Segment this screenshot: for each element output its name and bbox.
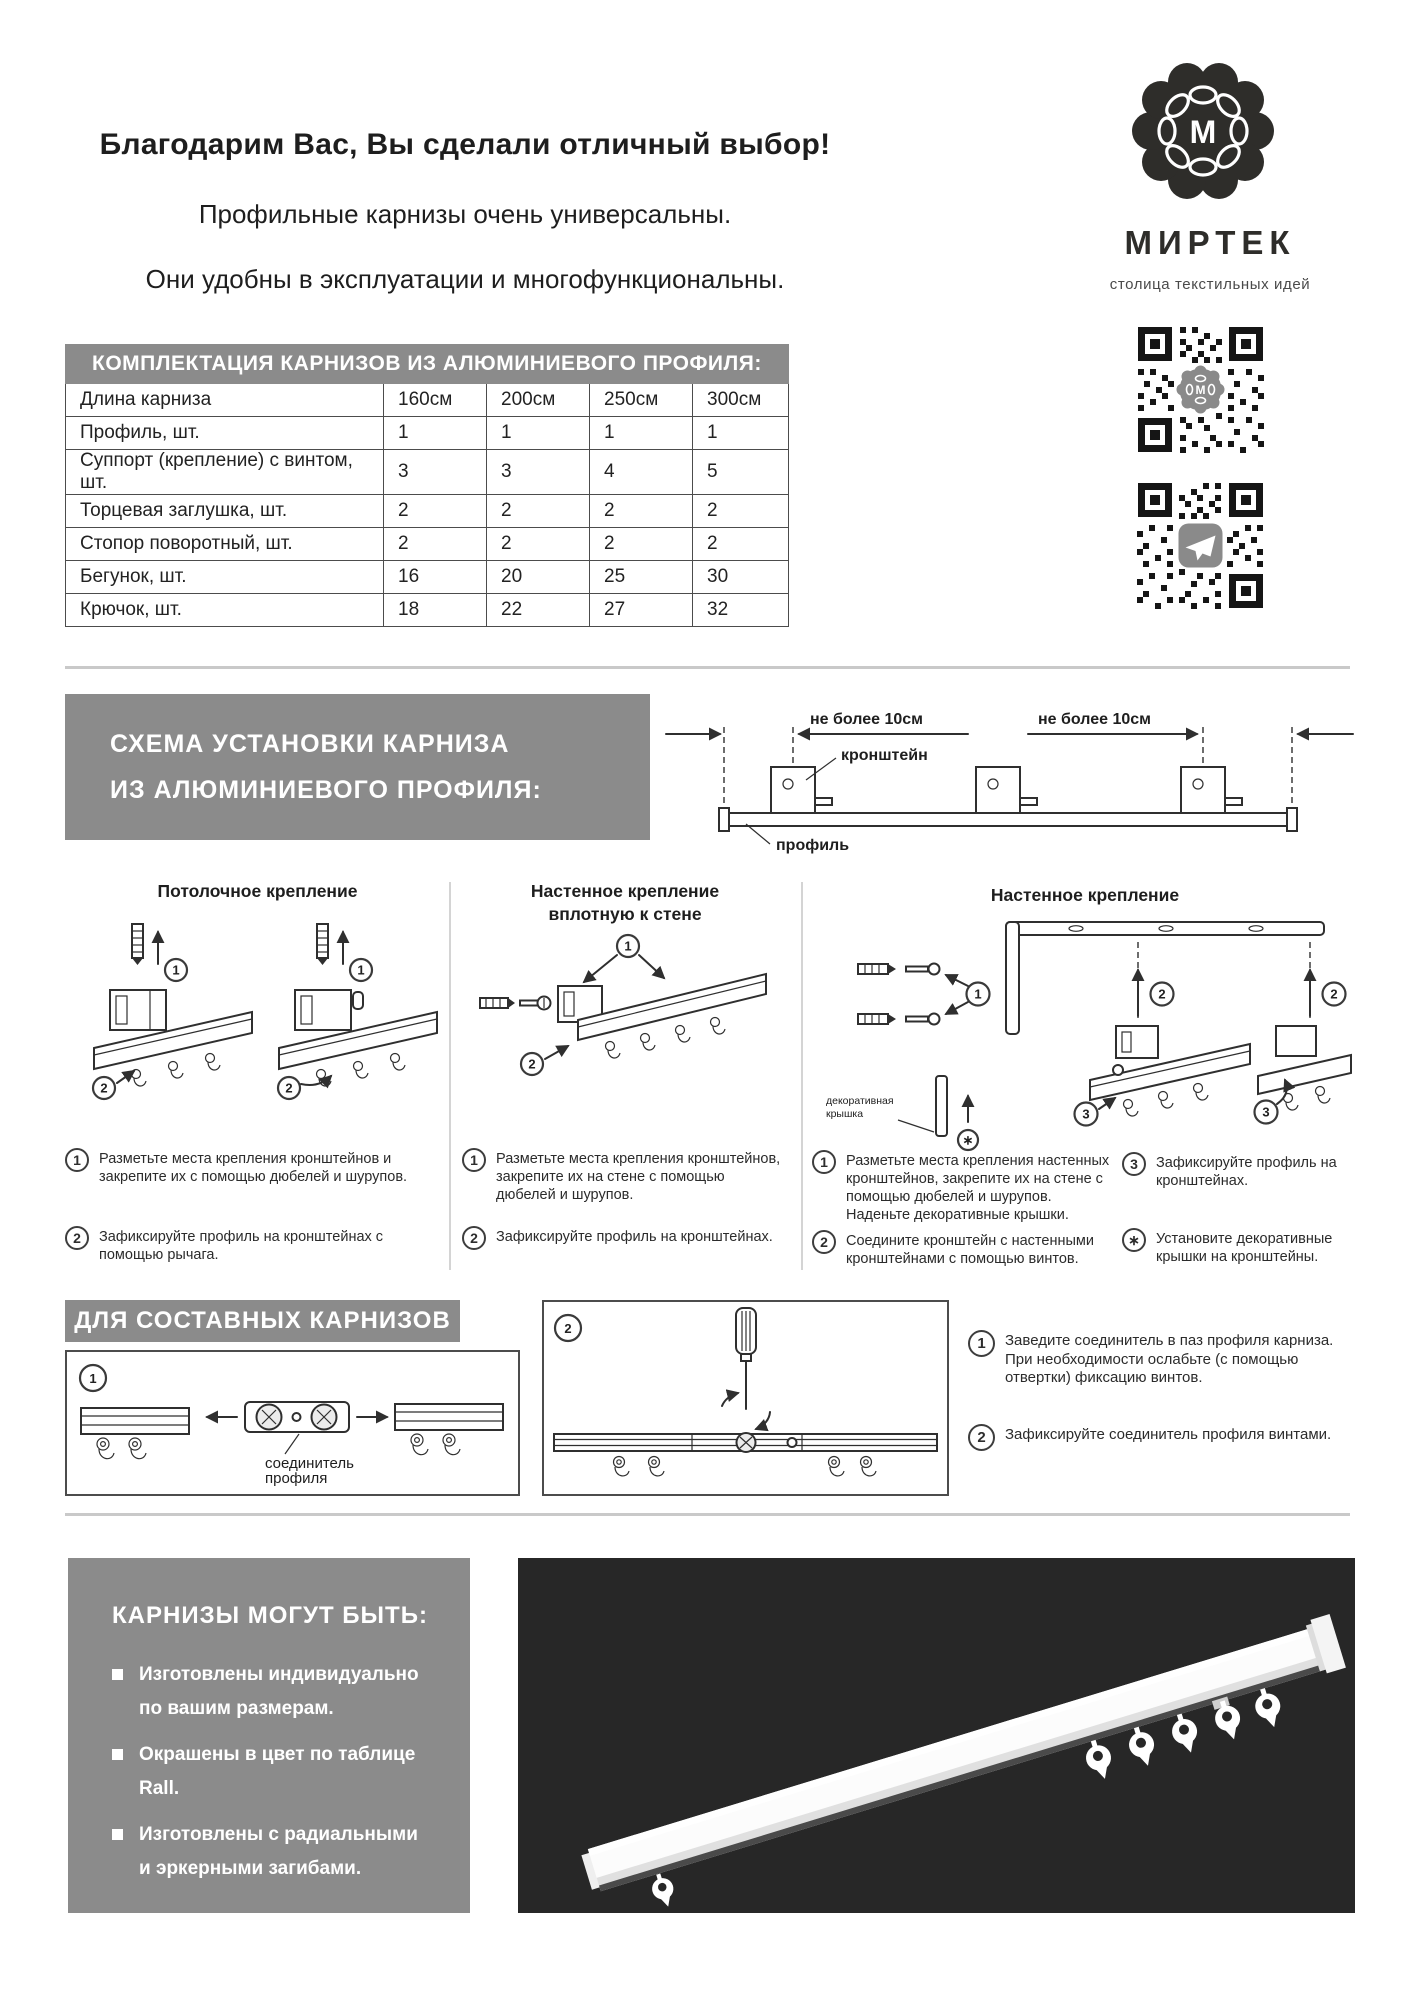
step-text: Разметьте места крепления кронштейнов, закрепите их на стене с помощью дюбелей и шурупов. <box>496 1151 781 1203</box>
cover-label-line1: декоративная <box>826 1095 894 1107</box>
composite-section-title: ДЛЯ СОСТАВНЫХ КАРНИЗОВ <box>65 1300 460 1342</box>
list-item: Изготовлены с радиальными и эркерными загибами. <box>112 1818 432 1886</box>
features-box <box>68 1558 470 1913</box>
svg-text:1: 1 <box>172 962 180 978</box>
svg-text:2: 2 <box>1330 986 1338 1002</box>
step-text: Соедините кронштейн с настенными кронштейнами с помощью винтов. <box>846 1233 1094 1267</box>
row-label: Профиль, шт. <box>66 417 384 450</box>
square-bullet-icon <box>112 1829 123 1840</box>
table-row <box>66 594 789 627</box>
kit-table <box>65 344 789 627</box>
instruction-step <box>65 1226 437 1264</box>
step-text: Зафиксируйте профиль на кронштейнах. <box>496 1229 773 1245</box>
svg-text:2: 2 <box>564 1321 572 1336</box>
svg-text:2: 2 <box>285 1080 293 1096</box>
step-number-badge: 3 <box>1122 1152 1146 1176</box>
cell: 30 <box>693 561 789 594</box>
wall-mount-diagram <box>818 908 1353 1153</box>
list-item: Изготовлены индивидуально по вашим размерам. <box>112 1658 432 1726</box>
step-number-badge: 2 <box>812 1230 836 1254</box>
kit-table-title-row <box>66 345 789 384</box>
profile-label: профиль <box>776 837 850 854</box>
cell: 16 <box>384 561 487 594</box>
row-label: Крючок, шт. <box>66 594 384 627</box>
cell: 250см <box>590 384 693 417</box>
wall-flush-mount-title: Настенное крепление вплотную к стене <box>530 881 720 924</box>
step-text: Установите декоративные крышки на кронштейны. <box>1156 1231 1333 1265</box>
product-photo <box>518 1558 1355 1913</box>
mirtek-logo-icon <box>1128 58 1278 208</box>
step-text: Зафиксируйте соединитель профиля винтами. <box>1005 1426 1332 1443</box>
row-label: Стопор поворотный, шт. <box>66 528 384 561</box>
scheme-diagram <box>658 682 1358 860</box>
cell: 1 <box>693 417 789 450</box>
table-row <box>66 384 789 417</box>
divider <box>65 666 1350 669</box>
bracket-label: кронштейн <box>841 747 928 764</box>
svg-text:3: 3 <box>1082 1106 1090 1122</box>
composite-panel-1 <box>65 1350 520 1496</box>
step-number-badge: 2 <box>968 1424 995 1451</box>
step-text: Разметьте места крепления настенных кронштейнов, закрепите их на стене с помощью дюбелей и шурупов. Наденьте декоративные крышки. <box>846 1153 1110 1223</box>
step-text: Разметьте места крепления кронштейнов и закрепите их с помощью дюбелей и шурупов. <box>99 1151 408 1185</box>
svg-text:М: М <box>1195 383 1206 397</box>
svg-text:2: 2 <box>100 1080 108 1096</box>
cell: 1 <box>590 417 693 450</box>
ceiling-mount-diagram <box>80 918 440 1138</box>
profile-connector-diagram <box>67 1352 518 1494</box>
cell: 200см <box>487 384 590 417</box>
svg-text:∗: ∗ <box>962 1132 974 1148</box>
qr-code-website-icon <box>1133 322 1268 457</box>
cell: 2 <box>693 495 789 528</box>
features-title: КАРНИЗЫ МОГУТ БЫТЬ: <box>112 1602 428 1629</box>
instruction-step <box>812 1150 1112 1224</box>
subtitle-line: Они удобны в эксплуатации и многофункциональны. <box>145 264 785 294</box>
svg-text:2: 2 <box>1158 986 1166 1002</box>
column-divider <box>449 882 451 1270</box>
step-number-badge: 1 <box>462 1148 486 1172</box>
table-row <box>66 450 789 495</box>
qr-center-logo-icon <box>1177 366 1225 414</box>
svg-text:1: 1 <box>974 986 982 1002</box>
cell: 5 <box>693 450 789 495</box>
scheme-title-box <box>65 694 650 840</box>
dim-label: не более 10см <box>810 711 923 728</box>
step-number-badge: 2 <box>462 1226 486 1250</box>
connector-label-line2: профиля <box>265 1470 328 1487</box>
cell: 27 <box>590 594 693 627</box>
cover-label-line2: крышка <box>826 1108 864 1120</box>
instruction-step <box>1122 1152 1362 1190</box>
table-row <box>66 495 789 528</box>
table-row <box>66 417 789 450</box>
cell: 2 <box>384 495 487 528</box>
square-bullet-icon <box>112 1749 123 1760</box>
cell: 25 <box>590 561 693 594</box>
ceiling-mount-title: Потолочное крепление <box>157 881 358 901</box>
step-number-badge: 1 <box>968 1330 995 1357</box>
cell: 20 <box>487 561 590 594</box>
list-item: Окрашены в цвет по таблице Rall. <box>112 1738 432 1806</box>
logo-monogram: М <box>1189 114 1217 150</box>
screwdriver-fixing-diagram <box>544 1302 947 1494</box>
row-label: Торцевая заглушка, шт. <box>66 495 384 528</box>
cell: 2 <box>590 528 693 561</box>
cell: 2 <box>384 528 487 561</box>
cell: 4 <box>590 450 693 495</box>
step-number-badge: 2 <box>65 1226 89 1250</box>
composite-panel-2 <box>542 1300 949 1496</box>
step-number-badge: 1 <box>65 1148 89 1172</box>
brand-name: МИРТЕК <box>1124 224 1296 261</box>
row-label: Бегунок, шт. <box>66 561 384 594</box>
svg-text:1: 1 <box>357 962 365 978</box>
dim-label: не более 10см <box>1038 711 1151 728</box>
cell: 300см <box>693 384 789 417</box>
row-label: Суппорт (крепление) с винтом, шт. <box>66 450 384 495</box>
kit-table-title: КОМПЛЕКТАЦИЯ КАРНИЗОВ ИЗ АЛЮМИНИЕВОГО ПРОФИЛЯ: <box>66 345 789 384</box>
wall-flush-mount-diagram <box>470 930 780 1135</box>
page-title: Благодарим Вас, Вы сделали отличный выбор! <box>99 128 831 161</box>
instruction-step <box>1122 1228 1362 1266</box>
subtitle-line: Профильные карнизы очень универсальны. <box>198 199 732 229</box>
scheme-title-line1: СХЕМА УСТАНОВКИ КАРНИЗА <box>110 730 510 758</box>
step-text: Заведите соединитель в паз профиля карниза. При необходимости ослабьте (с помощью отвертки) фиксацию винтов. <box>1005 1332 1334 1386</box>
cell: 32 <box>693 594 789 627</box>
connector-label-line1: соединитель <box>265 1455 354 1472</box>
instruction-step <box>65 1148 437 1186</box>
instruction-step <box>462 1226 787 1250</box>
instruction-step <box>968 1330 1360 1388</box>
svg-text:3: 3 <box>1262 1104 1270 1120</box>
cell: 2 <box>487 528 590 561</box>
instruction-step <box>462 1148 787 1204</box>
cell: 22 <box>487 594 590 627</box>
cell: 2 <box>487 495 590 528</box>
instruction-step <box>968 1424 1360 1451</box>
qr-code-telegram-icon <box>1133 478 1268 613</box>
cell: 18 <box>384 594 487 627</box>
svg-text:1: 1 <box>624 938 632 954</box>
cell: 2 <box>693 528 789 561</box>
step-text: Зафиксируйте профиль на кронштейнах с помощью рычага. <box>99 1229 384 1263</box>
table-row <box>66 528 789 561</box>
cell: 3 <box>384 450 487 495</box>
svg-text:1: 1 <box>89 1371 97 1386</box>
instruction-step <box>812 1230 1112 1268</box>
cell: 3 <box>487 450 590 495</box>
square-bullet-icon <box>112 1669 123 1680</box>
divider <box>65 1513 1350 1516</box>
wall-mount-title: Настенное крепление <box>990 885 1180 905</box>
cell: 160см <box>384 384 487 417</box>
svg-text:2: 2 <box>528 1056 536 1072</box>
cell: 1 <box>487 417 590 450</box>
step-number-badge: 1 <box>812 1150 836 1174</box>
telegram-icon <box>1179 524 1223 568</box>
cell: 2 <box>590 495 693 528</box>
step-number-badge: ∗ <box>1122 1228 1146 1252</box>
cell: 1 <box>384 417 487 450</box>
brand-tagline: столица текстильных идей <box>1109 276 1311 293</box>
step-text: Зафиксируйте профиль на кронштейнах. <box>1156 1155 1337 1189</box>
table-row <box>66 561 789 594</box>
scheme-title-line2: ИЗ АЛЮМИНИЕВОГО ПРОФИЛЯ: <box>110 776 542 804</box>
row-label: Длина карниза <box>66 384 384 417</box>
column-divider <box>801 882 803 1270</box>
